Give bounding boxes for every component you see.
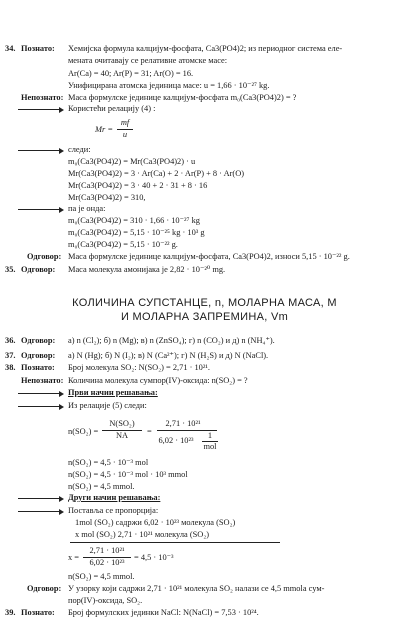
step-arrow-icon <box>18 109 62 110</box>
equation: m₀(Ca3(PO4)2) = 5,15 · 10⁻²⁵ kg · 10³ g <box>68 228 205 237</box>
problem-number-36: 36. <box>5 336 16 345</box>
answer-label: Одговор: <box>21 265 56 274</box>
equation: n(SO₂) = 4,5 · 10⁻³ mol · 10³ mmol <box>68 470 188 479</box>
step-arrow-icon <box>18 406 62 407</box>
known-text: Број формулских јединки NaCl: N(NaCl) = 7,53 · 10²⁴. <box>68 608 259 617</box>
formula-lhs: Mr = <box>95 125 113 134</box>
formula-numerator: 2,71 · 10²¹ <box>89 546 125 555</box>
method-heading: Други начин решавања: <box>68 493 161 502</box>
equation: m₀(Ca3(PO4)2) = Mr(Ca3(PO4)2) · u <box>68 157 196 166</box>
step-arrow-icon <box>18 511 62 512</box>
step-arrow-icon <box>18 393 62 394</box>
unit-denominator: mol <box>203 442 217 451</box>
equation: m₀(Ca3(PO4)2) = 310 · 1,66 · 10⁻²⁷ kg <box>68 216 200 225</box>
equation: = 4,5 · 10⁻³ <box>134 553 174 562</box>
unknown-label: Непознато: <box>21 376 64 385</box>
step-text: следи: <box>68 145 91 154</box>
problem-number-34: 34. <box>5 44 16 53</box>
answer-text: пор(IV)-оксида, SO₂. <box>68 596 143 605</box>
answer-text: а) N (Hg); б) N (I₂); в) N (Ca²⁺); г) N (H₂S) и д) N (NaCl). <box>68 351 269 360</box>
step-text: Поставља се пропорција: <box>68 506 159 515</box>
formula-denominator: u <box>122 130 128 139</box>
step-arrow-icon <box>18 498 62 499</box>
answer-label: Одговор: <box>27 252 62 261</box>
known-label: Познато: <box>21 44 55 53</box>
known-text: Број молекула SO₂: N(SO₂) = 2,71 · 10²¹. <box>68 363 210 372</box>
problem-number-39: 39. <box>5 608 16 617</box>
answer-label: Одговор: <box>21 336 56 345</box>
separator-line <box>70 542 280 543</box>
formula-denominator: 6,02 · 10²³ <box>89 558 125 567</box>
step-text: па је онда: <box>68 204 106 213</box>
unknown-text: Маса формулске јединице калцијум-фосфата m₀(Ca3(PO4)2) = ? <box>68 93 297 102</box>
equals-sign: = <box>147 427 152 436</box>
equation: n(SO₂) = 4,5 mmol. <box>68 482 135 491</box>
section-heading: И МОЛАРНА ЗАПРЕМИНА, Vm <box>120 311 289 323</box>
answer-text: Маса молекула амонијака је 2,82 · 10⁻²⁰ mg. <box>68 265 226 274</box>
unit-numerator: 1 <box>207 431 213 440</box>
problem-text: мената очитавају се релативне атомске масе: <box>68 56 228 65</box>
problem-text: Хемијска формула калцијум-фосфата, Ca3(PO4)2; из периодног система еле- <box>68 44 343 53</box>
equation: Mr(Ca3(PO4)2) = 310, <box>68 193 146 202</box>
problem-number-37: 37. <box>5 351 16 360</box>
unknown-text: Количина молекула сумпор(IV)-оксида: n(SO₂) = ? <box>68 376 248 385</box>
step-arrow-icon <box>18 209 62 210</box>
problem-number-35: 35. <box>5 265 16 274</box>
answer-text: а) n (Cl₂); б) n (Mg); в) n (ZnSO₄); г) n (CO₂) и д) n (NH₄⁺). <box>68 336 275 345</box>
step-arrow-icon <box>18 150 62 151</box>
equation: m₀(Ca3(PO4)2) = 5,15 · 10⁻²² g. <box>68 240 178 249</box>
known-label: Познато: <box>21 363 55 372</box>
unknown-label: Непознато: <box>21 93 64 102</box>
formula-lhs: n(SO₂) = <box>68 427 99 436</box>
equation: n(SO₂) = 4,5 mmol. <box>68 572 135 581</box>
formula-numerator: 2,71 · 10²¹ <box>165 419 201 428</box>
answer-label: Одговор: <box>21 351 56 360</box>
proportion-line: x mol (SO₂) 2,71 · 10²¹ молекула (SO₂) <box>75 530 210 539</box>
step-text: Користећи релацију (4) : <box>68 104 156 113</box>
proportion-line: 1mol (SO₂) садржи 6,02 · 10²³ молекула (SO₂) <box>75 518 236 527</box>
equation: n(SO₂) = 4,5 · 10⁻³ mol <box>68 458 149 467</box>
formula-numerator: mf <box>120 118 130 127</box>
known-label: Познато: <box>21 608 55 617</box>
answer-label: Одговор: <box>27 584 62 593</box>
problem-number-38: 38. <box>5 363 16 372</box>
formula-denominator: NA <box>115 431 129 440</box>
method-heading: Први начин решавања: <box>68 388 158 397</box>
section-heading: КОЛИЧИНА СУПСТАНЦЕ, n, МОЛАРНА МАСА, M <box>72 297 337 309</box>
equation: Mr(Ca3(PO4)2) = 3 · Ar(Ca) + 2 · Ar(P) + 8 · Ar(O) <box>68 169 245 178</box>
problem-text: Унифицирана атомска јединица масе: u = 1,66 · 10⁻²⁷ kg. <box>68 81 270 90</box>
equation: Mr(Ca3(PO4)2) = 3 · 40 + 2 · 31 + 8 · 16 <box>68 181 208 190</box>
step-text: Из релације (5) следи: <box>68 401 147 410</box>
answer-text: Маса формулске јединице калцијум-фосфата, Ca3(PO4)2, износи 5,15 · 10⁻²² g. <box>68 252 350 261</box>
problem-text: Ar(Ca) = 40; Ar(P) = 31; Ar(O) = 16. <box>68 69 194 78</box>
formula-numerator: N(SO₂) <box>109 419 135 428</box>
formula-lhs: x = <box>68 553 80 562</box>
answer-text: У узорку који садржи 2,71 · 10²¹ молекула SO₂ налази се 4,5 mmola сум- <box>68 584 325 593</box>
formula-denominator: 6,02 · 10²³ <box>158 436 194 445</box>
